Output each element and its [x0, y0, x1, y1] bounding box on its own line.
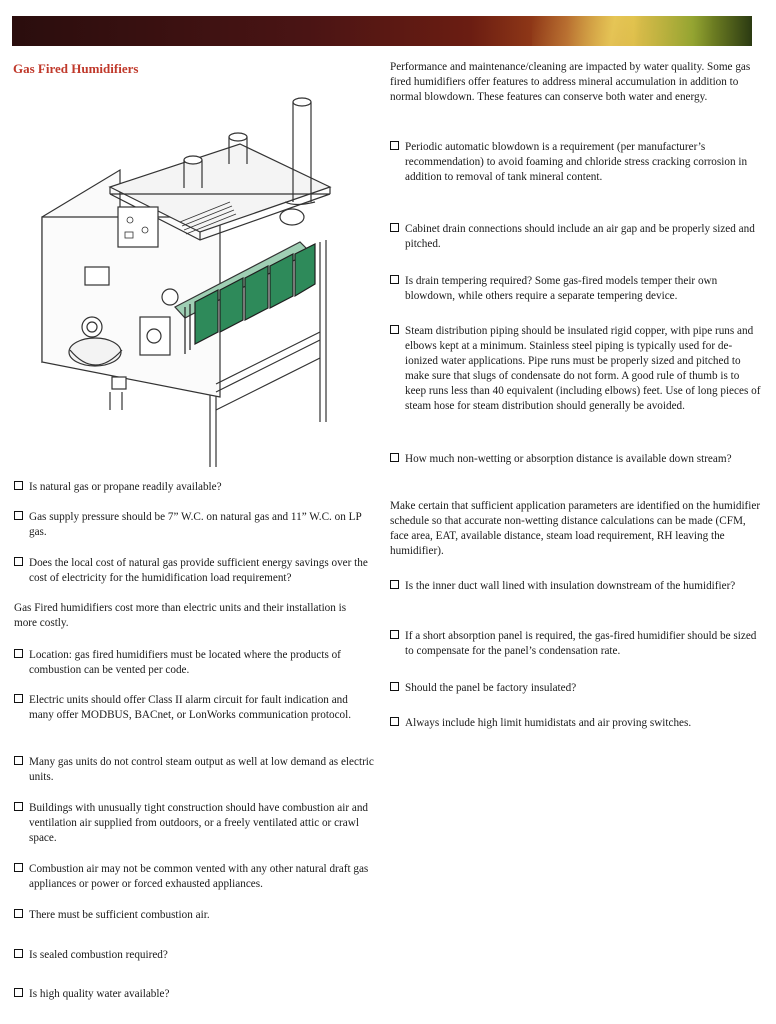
- left-paragraph: Gas Fired humidifiers cost more than electric units and their installation is more costly.: [14, 602, 347, 629]
- humidifier-illustration: [30, 92, 370, 472]
- checklist-item: How much non-wetting or absorption distance is available down stream?: [390, 452, 762, 467]
- checklist-item: Is sealed combustion required?: [14, 948, 374, 963]
- checkbox-icon: [14, 802, 23, 811]
- checkbox-icon: [14, 909, 23, 918]
- checkbox-icon: [390, 717, 399, 726]
- checklist-item: Does the local cost of natural gas provide sufficient energy savings over the cost of electricity for the humidification load requirement?: [14, 556, 374, 586]
- section-title: Gas Fired Humidifiers: [13, 61, 139, 76]
- checkbox-icon: [14, 649, 23, 658]
- checklist-item: There must be sufficient combustion air.: [14, 908, 374, 923]
- checklist-item: Combustion air may not be common vented with any other natural draft gas appliances or power or forced exhausted appliances.: [14, 862, 374, 892]
- checkbox-icon: [14, 557, 23, 566]
- checkbox-icon: [390, 141, 399, 150]
- checkbox-icon: [14, 949, 23, 958]
- checkbox-icon: [390, 275, 399, 284]
- checklist-item: Buildings with unusually tight construction should have combustion air and ventilation air supplied from outdoors, or a freely ventilated attic or crawl space.: [14, 801, 369, 846]
- checklist-item: Is the inner duct wall lined with insulation downstream of the humidifier?: [390, 579, 762, 594]
- right-paragraph-params: Make certain that sufficient application parameters are identified on the humidifier schedule so that accurate non-wetting distance calculations can be made (CFM, face area, EAT, available distance, steam load requirement, RH leaving the humidifier).: [390, 500, 761, 557]
- checklist-item: Location: gas fired humidifiers must be located where the products of combustion can be vented per code.: [14, 648, 374, 678]
- checklist-item: If a short absorption panel is required, the gas-fired humidifier should be sized to compensate for the panel’s condensation rate.: [390, 629, 762, 659]
- checkbox-icon: [14, 511, 23, 520]
- checklist-item: Is drain tempering required? Some gas-fired models temper their own blowdown, while others require a separate tempering device.: [390, 274, 762, 304]
- checkbox-icon: [390, 682, 399, 691]
- checkbox-icon: [390, 453, 399, 462]
- checklist-item: Is natural gas or propane readily available?: [14, 480, 374, 495]
- checkbox-icon: [390, 580, 399, 589]
- checkbox-icon: [14, 988, 23, 997]
- checkbox-icon: [390, 325, 399, 334]
- checklist-item: Cabinet drain connections should include an air gap and be properly sized and pitched.: [390, 222, 762, 252]
- checklist-item: Many gas units do not control steam output as well at low demand as electric units.: [14, 755, 374, 785]
- checklist-item: Electric units should offer Class II alarm circuit for fault indication and many offer MODBUS, BACnet, or LonWorks communication protocol.: [14, 693, 374, 723]
- checkbox-icon: [14, 694, 23, 703]
- checklist-item: Is high quality water available?: [14, 987, 374, 1002]
- checkbox-icon: [390, 223, 399, 232]
- checkbox-icon: [14, 481, 23, 490]
- checkbox-icon: [14, 863, 23, 872]
- checklist-item: Always include high limit humidistats and air proving switches.: [390, 716, 762, 731]
- banner-light-streak: [532, 16, 712, 46]
- checklist-item: Periodic automatic blowdown is a requirement (per manufacturer’s recommendation) to avoid foaming and chloride stress cracking corrosion in addition to removal of tank mineral content.: [390, 140, 762, 185]
- checkbox-icon: [14, 756, 23, 765]
- right-paragraph-intro: Performance and maintenance/cleaning are impacted by water quality. Some gas fired humidifiers offer features to address mineral accumulation in addition to normal blowdown. These features can conserve both water and energy.: [390, 61, 751, 103]
- checklist-item: Should the panel be factory insulated?: [390, 681, 762, 696]
- checklist-item: Gas supply pressure should be 7” W.C. on natural gas and 11” W.C. on LP gas.: [14, 510, 374, 540]
- checklist-item: Steam distribution piping should be insulated rigid copper, with pipe runs and elbows kept at a minimum. Stainless steel piping is typically used for de-ionized water applications. Pipe runs must be properly sized and pitched to make sure that slugs of condensate do not form. A good rule of thumb is to keep runs less than 40 equivalent (including elbows) feet. Use of long pieces of steam hose for steam distribution should generally be avoided.: [390, 324, 762, 414]
- checkbox-icon: [390, 630, 399, 639]
- header-banner: [12, 16, 752, 46]
